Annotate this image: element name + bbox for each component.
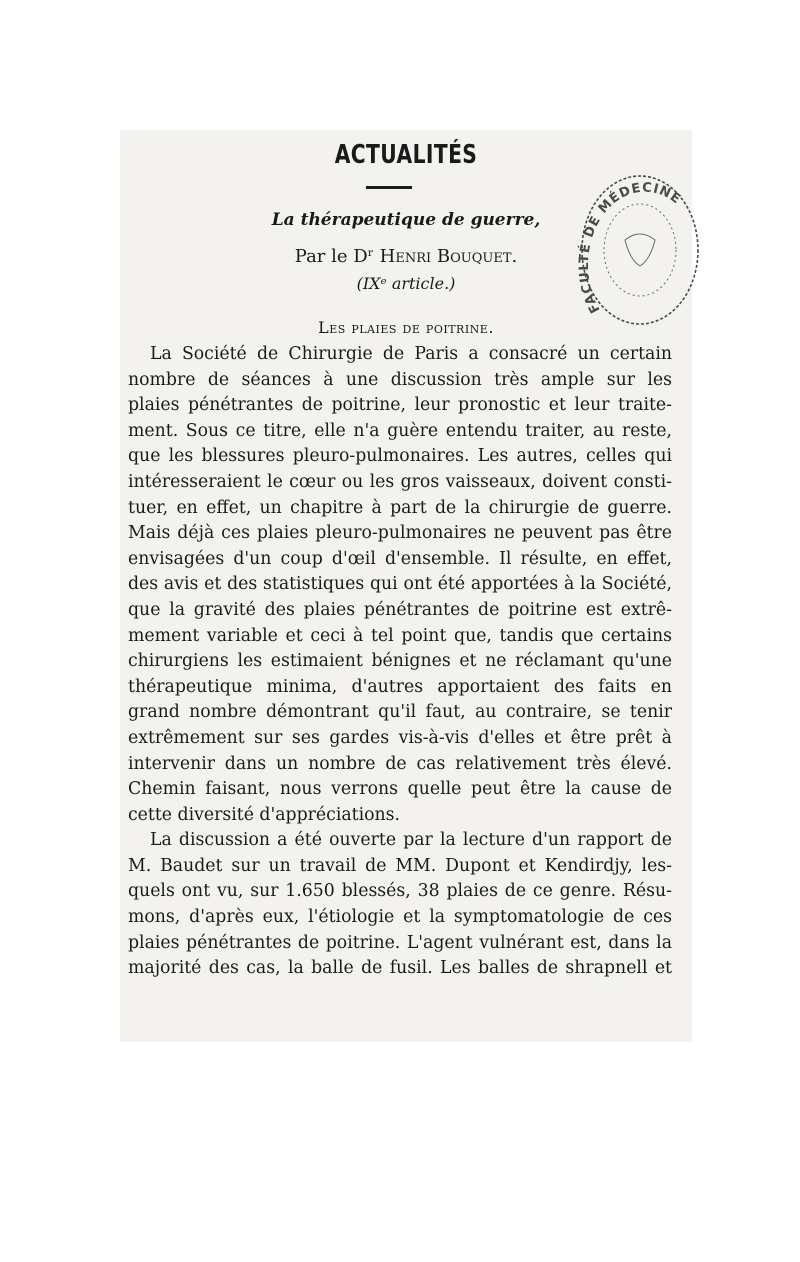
text-line: grand nombre démontrant qu'il faut, au contraire, se tenir — [128, 702, 672, 723]
text-line: ment. Sous ce titre, elle n'a guère entendu traiter, au reste, — [128, 420, 672, 441]
stamp-label: FACULTÉ DE MÉDECINE — [576, 180, 684, 316]
article-subtitle: La thérapeutique de guerre, — [271, 210, 541, 230]
text-line: La discussion a été ouverte par la lecture d'un rapport de — [150, 830, 672, 851]
page-heading: ACTUALITÉS — [334, 140, 478, 170]
text-line: plaies pénétrantes de poitrine. L'agent vulnérant est, dans la — [128, 932, 672, 953]
text-line: tuer, en effet, un chapitre à part de la chirurgie de guerre. — [128, 497, 672, 518]
text-line: thérapeutique minima, d'autres apportaient des faits en — [128, 676, 672, 697]
section-title: Les plaies de poitrine. — [318, 318, 494, 337]
text-line: M. Baudet sur un travail de MM. Dupont et Kendirdjy, les- — [128, 855, 672, 876]
svg-text:FACULTÉ DE MÉDECINE — [577, 181, 684, 316]
text-line: mons, d'après eux, l'étiologie et la symptomatologie de ces — [128, 907, 672, 928]
article-body — [128, 342, 672, 982]
text-line: La Société de Chirurgie de Paris a consacré un certain — [150, 344, 672, 364]
text-line: mement variable et ceci à tel point que, tandis que certains — [128, 625, 672, 646]
heading-rule — [366, 186, 412, 189]
text-line: cette diversité d'appréciations. — [128, 804, 401, 825]
author-name: Henri Bouquet. — [379, 246, 518, 267]
text-line: quels ont vu, sur 1.650 blessés, 38 plaies de ce genre. Résu- — [128, 881, 672, 902]
paragraph — [128, 342, 672, 828]
text-line: que les blessures pleuro-pulmonaires. Les autres, celles qui — [128, 446, 672, 467]
text-line: envisagées d'un coup d'œil d'ensemble. Il résulte, en effet, — [128, 548, 672, 569]
text-line: intervenir dans un nombre de cas relativement très élevé. — [128, 753, 672, 774]
text-line: Mais déjà ces plaies pleuro-pulmonaires ne peuvent pas être — [128, 523, 672, 544]
text-line: intéresseraient le cœur ou les gros vaisseaux, doivent consti- — [128, 471, 672, 492]
text-line: chirurgiens les estimaient bénignes et ne réclamant qu'une — [128, 651, 672, 672]
library-stamp — [570, 160, 702, 328]
text-line: nombre de séances à une discussion très ample sur les — [128, 369, 672, 390]
text-line: Chemin faisant, nous verrons quelle peut être la cause de — [128, 779, 672, 800]
text-line: plaies pénétrantes de poitrine, leur pronostic et leur traite- — [128, 395, 672, 416]
article-number: (IXᵉ article.) — [356, 274, 456, 293]
text-line: majorité des cas, la balle de fusil. Les balles de shrapnell et — [128, 958, 672, 979]
text-line: des avis et des statistiques qui ont été apportées à la Société, — [128, 574, 672, 595]
text-line: extrêmement sur ses gardes vis-à-vis d'elles et être prêt à — [128, 727, 672, 748]
byline-prefix: Par le Dʳ — [294, 246, 380, 267]
text-line: que la gravité des plaies pénétrantes de poitrine est extrê- — [128, 599, 672, 620]
paragraph — [128, 828, 672, 982]
